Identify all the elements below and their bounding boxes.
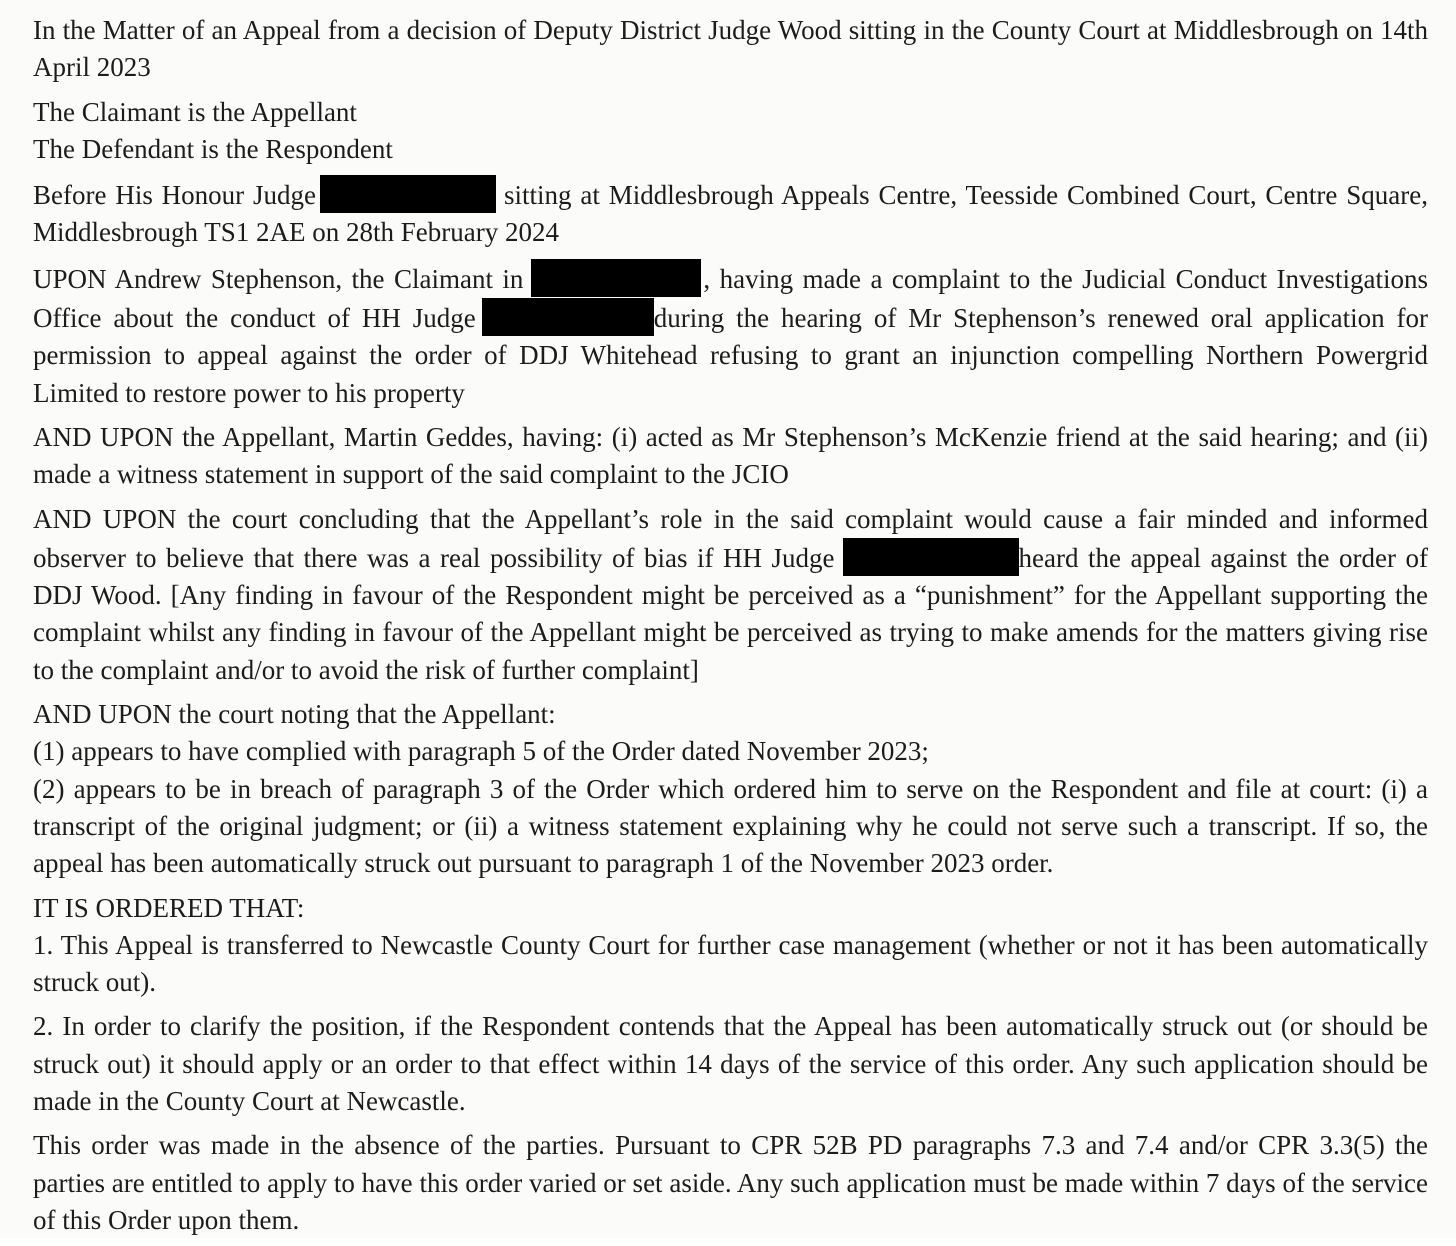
upon-4-intro: AND UPON the court noting that the Appellant:	[33, 699, 556, 730]
claimant-role-text: The Claimant is the Appellant	[33, 96, 357, 127]
redaction-box	[531, 259, 701, 297]
matter-paragraph	[33, 12, 1428, 87]
upon-noting-intro	[33, 696, 1428, 733]
upon-3-part2: heard the appeal against the order of DDJ Wood. [Any finding in favour of the Respondent might be perceived as a “punishment” for the Appellant supporting the complaint whilst any finding in favour of the Appellant might be perceived as trying to make amends for the matters giving rise to the complaint and/or to avoid the risk of further complaint]	[33, 542, 1428, 685]
upon-2-text: AND UPON the Appellant, Martin Geddes, having: (i) acted as Mr Stephenson’s McKenzie friend at the said hearing; and (ii) made a witness statement in support of the said complaint to the JCIO	[33, 421, 1428, 490]
order-text	[33, 12, 1428, 1246]
upon-bias-paragraph	[33, 501, 1428, 689]
order-1-text: 1. This Appeal is transferred to Newcastle County Court for further case management (whether or not it has been automatically struck out).	[33, 929, 1428, 998]
ordered-heading	[33, 890, 1428, 927]
before-prefix: Before His Honour Judge	[33, 180, 317, 211]
redaction-box	[843, 538, 1019, 576]
redaction-box	[482, 298, 654, 336]
upon-3-part1: AND UPON the court concluding that the Appellant’s role in the said complaint would cause a fair minded and informed observer to believe that there was a real possibility of bias if HH Judge	[33, 503, 1428, 573]
upon-appellant-paragraph	[33, 419, 1428, 494]
defendant-role	[33, 131, 1428, 168]
closing-text: This order was made in the absence of the parties. Pursuant to CPR 52B PD paragraphs 7.3 and 7.4 and/or CPR 3.3(5) the parties are entitled to apply to have this order varied or set aside. Any such application must be made within 7 days of the service of this Order upon them.	[33, 1130, 1428, 1235]
ordered-heading-text: IT IS ORDERED THAT:	[33, 892, 305, 923]
upon-1-part1: UPON Andrew Stephenson, the Claimant in	[33, 263, 524, 294]
before-paragraph	[33, 175, 1428, 252]
upon-complaint-paragraph	[33, 259, 1428, 412]
order-item-1	[33, 927, 1428, 1002]
upon-4-item1: (1) appears to have complied with paragraph 5 of the Order dated November 2023;	[33, 736, 929, 767]
upon-1-part2: , having made a complaint to the Judicial Conduct Investigations Office about the conduct of HH Judge	[33, 263, 1428, 334]
upon-1-part3: during the hearing of Mr Stephenson’s renewed oral application for permission to appeal against the order of DDJ Whitehead refusing to grant an injunction compelling Northern Powergrid Limited to restore power to his property	[33, 303, 1428, 408]
order-2-text: 2. In order to clarify the position, if the Respondent contends that the Appeal has been automatically struck out (or should be struck out) it should apply or an order to that effect within 14 days of the service of this order. Any such application should be made in the County Court at Newcastle.	[33, 1011, 1428, 1117]
claimant-role	[33, 94, 1428, 131]
redaction-box	[320, 175, 496, 213]
closing-paragraph	[33, 1127, 1428, 1239]
before-suffix: sitting at Middlesbrough Appeals Centre, Teesside Combined Court, Centre Square, Middlesbrough TS1 2AE on 28th February 2024	[33, 180, 1428, 248]
upon-noting-item-1	[33, 733, 1428, 770]
order-item-2	[33, 1008, 1428, 1120]
defendant-role-text: The Defendant is the Respondent	[33, 133, 393, 164]
upon-4-item2: (2) appears to be in breach of paragraph 3 of the Order which ordered him to serve on the Respondent and file at court: (i) a transcript of the original judgment; or (ii) a witness statement explaining why he could not serve such a transcript. If so, the appeal has been automatically struck out pursuant to paragraph 1 of the November 2023 order.	[33, 773, 1428, 879]
upon-noting-item-2	[33, 771, 1428, 883]
matter-text: In the Matter of an Appeal from a decision of Deputy District Judge Wood sitting in the County Court at Middlesbrough on 14th April 2023	[33, 15, 1428, 83]
